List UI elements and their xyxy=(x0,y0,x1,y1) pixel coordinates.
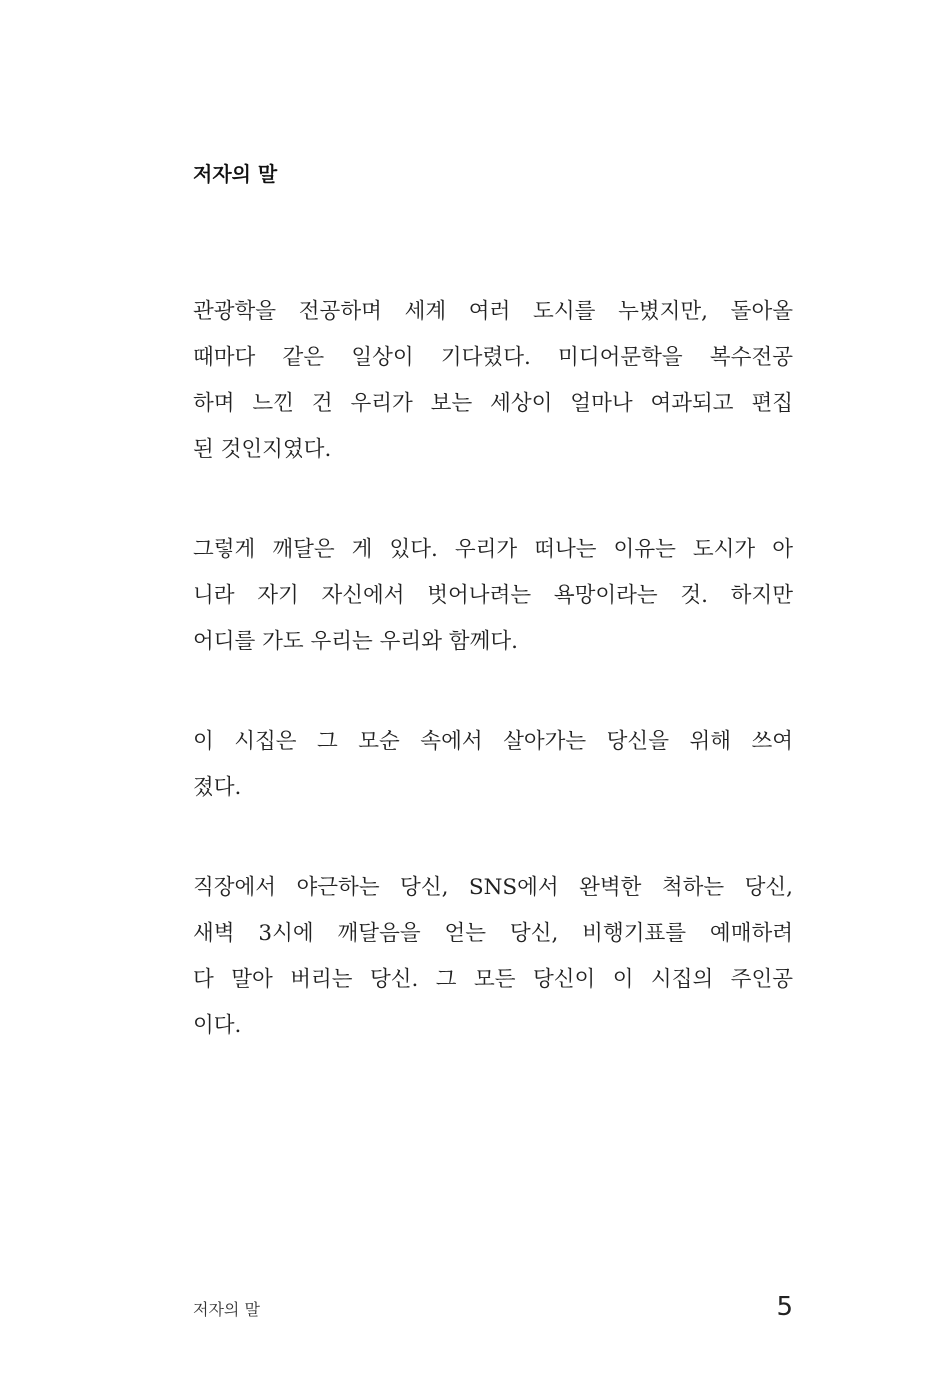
text-line: 다 말아 버리는 당신. 그 모든 당신이 이 시집의 주인공 xyxy=(193,967,793,992)
paragraph-3 xyxy=(193,719,793,811)
text-line: 이다. xyxy=(193,1013,242,1038)
paragraph-1 xyxy=(193,289,793,473)
text-line: 졌다. xyxy=(193,775,242,800)
page-title: 저자의 말 xyxy=(193,162,278,186)
running-footer-title: 저자의 말 xyxy=(193,1300,260,1319)
text-line: 된 것인지였다. xyxy=(193,437,332,462)
text-line: 새벽 3시에 깨달음을 얻는 당신, 비행기표를 예매하려 xyxy=(193,921,793,946)
text-line: 니라 자기 자신에서 벗어나려는 욕망이라는 것. 하지만 xyxy=(193,583,793,608)
text-line: 하며 느낀 건 우리가 보는 세상이 얼마나 여과되고 편집 xyxy=(193,391,793,416)
body-text xyxy=(193,289,793,1103)
text-line: 어디를 가도 우리는 우리와 함께다. xyxy=(193,629,518,654)
text-line: 이 시집은 그 모순 속에서 살아가는 당신을 위해 쓰여 xyxy=(193,729,793,754)
text-line: 그렇게 깨달은 게 있다. 우리가 떠나는 이유는 도시가 아 xyxy=(193,537,793,562)
text-line: 관광학을 전공하며 세계 여러 도시를 누볐지만, 돌아올 xyxy=(193,299,793,324)
text-line: 직장에서 야근하는 당신, SNS에서 완벽한 척하는 당신, xyxy=(193,875,793,900)
paragraph-2 xyxy=(193,527,793,665)
page-number: 5 xyxy=(776,1292,793,1322)
text-line: 때마다 같은 일상이 기다렸다. 미디어문학을 복수전공 xyxy=(193,345,793,370)
paragraph-4 xyxy=(193,865,793,1049)
